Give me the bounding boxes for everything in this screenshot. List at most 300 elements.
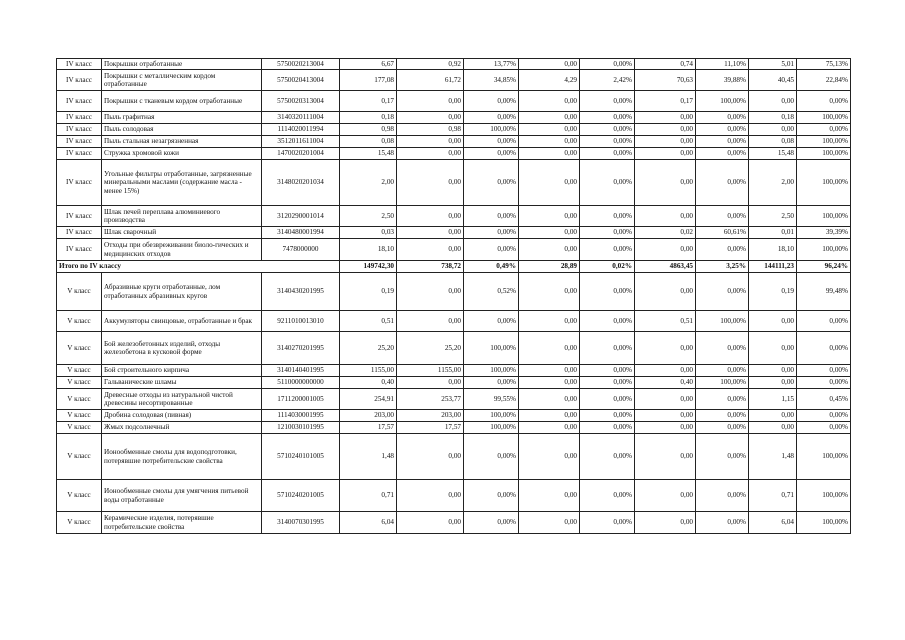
hazard-class-cell: IV класс [57, 136, 102, 148]
percent-cell: 100,00% [797, 239, 851, 261]
total-amount-cell: 2,50 [340, 206, 397, 227]
total-amount-cell: 0,18 [340, 112, 397, 124]
fkko-code-cell: 1114030001995 [262, 410, 340, 422]
value-cell: 0,01 [749, 227, 797, 239]
hazard-class-cell: IV класс [57, 91, 102, 112]
value-cell: 1155,00 [397, 365, 464, 377]
percent-cell: 0,00% [696, 273, 749, 311]
value-cell: 0,00 [519, 512, 580, 534]
percent-cell: 0,00% [580, 124, 635, 136]
percent-cell: 0,00% [464, 311, 519, 332]
value-cell: 0,00 [397, 206, 464, 227]
fkko-code-cell: 3140070301995 [262, 512, 340, 534]
value-cell: 253,77 [397, 389, 464, 410]
percent-cell: 0,00% [464, 377, 519, 389]
percent-cell: 100,00% [464, 365, 519, 377]
total-value-cell: 149742,30 [340, 261, 397, 273]
percent-cell: 0,00% [696, 148, 749, 160]
value-cell: 203,00 [397, 410, 464, 422]
value-cell: 0,00 [635, 434, 696, 480]
value-cell: 0,92 [397, 59, 464, 70]
total-amount-cell: 25,20 [340, 332, 397, 365]
percent-cell: 100,00% [696, 311, 749, 332]
percent-cell: 0,00% [696, 124, 749, 136]
waste-table-container [56, 58, 851, 534]
total-amount-cell: 0,98 [340, 124, 397, 136]
table-row [57, 377, 851, 389]
percent-cell: 75,13% [797, 59, 851, 70]
percent-cell: 0,00% [464, 227, 519, 239]
total-amount-cell: 18,10 [340, 239, 397, 261]
percent-cell: 100,00% [464, 124, 519, 136]
fkko-code-cell: 1711200001005 [262, 389, 340, 410]
value-cell: 0,00 [397, 112, 464, 124]
total-value-cell: 738,72 [397, 261, 464, 273]
value-cell: 0,00 [519, 136, 580, 148]
percent-cell: 0,00% [797, 365, 851, 377]
value-cell: 0,00 [519, 434, 580, 480]
value-cell: 0,00 [635, 136, 696, 148]
percent-cell: 0,00% [580, 434, 635, 480]
percent-cell: 0,00% [580, 332, 635, 365]
value-cell: 0,00 [519, 422, 580, 434]
value-cell: 0,00 [635, 239, 696, 261]
percent-cell: 39,39% [797, 227, 851, 239]
value-cell: 0,00 [397, 480, 464, 512]
percent-cell: 100,00% [797, 480, 851, 512]
value-cell: 0,00 [397, 227, 464, 239]
value-cell: 0,00 [397, 136, 464, 148]
waste-name-cell: Дробина солодовая (пивная) [102, 410, 262, 422]
value-cell: 0,00 [749, 422, 797, 434]
percent-cell: 2,42% [580, 70, 635, 91]
percent-cell: 0,00% [696, 365, 749, 377]
percent-cell: 0,00% [696, 160, 749, 206]
waste-name-cell: Шлак сварочный [102, 227, 262, 239]
fkko-code-cell: 3140430201995 [262, 273, 340, 311]
value-cell: 0,00 [519, 148, 580, 160]
value-cell: 40,45 [749, 70, 797, 91]
percent-cell: 0,00% [696, 332, 749, 365]
percent-cell: 0,00% [580, 160, 635, 206]
value-cell: 18,10 [749, 239, 797, 261]
value-cell: 0,00 [397, 91, 464, 112]
percent-cell: 0,00% [580, 91, 635, 112]
total-row [57, 261, 851, 273]
value-cell: 2,50 [749, 206, 797, 227]
value-cell: 0,00 [519, 311, 580, 332]
hazard-class-cell: V класс [57, 434, 102, 480]
total-value-cell: 4863,45 [635, 261, 696, 273]
percent-cell: 0,00% [797, 410, 851, 422]
value-cell: 0,00 [635, 112, 696, 124]
value-cell: 0,00 [635, 273, 696, 311]
total-amount-cell: 0,40 [340, 377, 397, 389]
percent-cell: 0,00% [696, 389, 749, 410]
percent-cell: 0,00% [464, 239, 519, 261]
value-cell: 0,00 [635, 206, 696, 227]
percent-cell: 0,00% [696, 206, 749, 227]
percent-cell: 100,00% [797, 136, 851, 148]
percent-cell: 39,88% [696, 70, 749, 91]
total-amount-cell: 0,19 [340, 273, 397, 311]
percent-cell: 0,00% [797, 124, 851, 136]
value-cell: 0,00 [635, 148, 696, 160]
percent-cell: 100,00% [797, 112, 851, 124]
percent-cell: 0,00% [464, 136, 519, 148]
percent-cell: 0,00% [696, 512, 749, 534]
value-cell: 0,00 [635, 365, 696, 377]
percent-cell: 0,00% [797, 91, 851, 112]
total-amount-cell: 0,17 [340, 91, 397, 112]
percent-cell: 0,00% [580, 136, 635, 148]
fkko-code-cell: 5750020213004 [262, 59, 340, 70]
value-cell: 0,98 [397, 124, 464, 136]
percent-cell: 0,00% [464, 206, 519, 227]
percent-cell: 0,00% [580, 389, 635, 410]
waste-name-cell: Жмых подсолнечный [102, 422, 262, 434]
value-cell: 0,00 [749, 377, 797, 389]
percent-cell: 13,77% [464, 59, 519, 70]
percent-cell: 100,00% [797, 160, 851, 206]
waste-name-cell: Пыль стальная незагрязненная [102, 136, 262, 148]
value-cell: 0,00 [749, 410, 797, 422]
percent-cell: 0,00% [580, 227, 635, 239]
table-row [57, 332, 851, 365]
hazard-class-cell: IV класс [57, 206, 102, 227]
waste-name-cell: Абразивные круги отработанные, лом отработанных абразивных кругов [102, 273, 262, 311]
fkko-code-cell: 1114020011994 [262, 124, 340, 136]
percent-cell: 0,00% [464, 148, 519, 160]
value-cell: 0,00 [635, 422, 696, 434]
percent-cell: 0,00% [797, 332, 851, 365]
percent-cell: 0,00% [797, 422, 851, 434]
waste-name-cell: Ионообменные смолы для водоподготовки, потерявшие потребительские свойства [102, 434, 262, 480]
table-row [57, 227, 851, 239]
fkko-code-cell: 3148020201034 [262, 160, 340, 206]
total-amount-cell: 15,48 [340, 148, 397, 160]
table-row [57, 112, 851, 124]
total-amount-cell: 2,00 [340, 160, 397, 206]
value-cell: 4,29 [519, 70, 580, 91]
table-row [57, 422, 851, 434]
table-row [57, 124, 851, 136]
percent-cell: 0,00% [580, 365, 635, 377]
total-value-cell: 3,25% [696, 261, 749, 273]
percent-cell: 0,00% [580, 112, 635, 124]
fkko-code-cell: 9211010013010 [262, 311, 340, 332]
value-cell: 0,00 [635, 124, 696, 136]
waste-name-cell: Ионообменные смолы для умягчения питьевой воды отработанные [102, 480, 262, 512]
table-row [57, 480, 851, 512]
percent-cell: 0,00% [464, 434, 519, 480]
percent-cell: 0,00% [580, 512, 635, 534]
hazard-class-cell: IV класс [57, 124, 102, 136]
fkko-code-cell: 3140140401995 [262, 365, 340, 377]
percent-cell: 11,10% [696, 59, 749, 70]
value-cell: 0,00 [519, 59, 580, 70]
hazard-class-cell: V класс [57, 410, 102, 422]
hazard-class-cell: V класс [57, 512, 102, 534]
percent-cell: 60,61% [696, 227, 749, 239]
value-cell: 0,00 [519, 160, 580, 206]
value-cell: 0,00 [397, 148, 464, 160]
total-amount-cell: 6,67 [340, 59, 397, 70]
total-amount-cell: 17,57 [340, 422, 397, 434]
table-row [57, 512, 851, 534]
fkko-code-cell: 3512011611004 [262, 136, 340, 148]
value-cell: 17,57 [397, 422, 464, 434]
total-value-cell: 144111,23 [749, 261, 797, 273]
table-row [57, 239, 851, 261]
waste-name-cell: Покрышки с металлическим кордом отработанные [102, 70, 262, 91]
value-cell: 6,04 [749, 512, 797, 534]
fkko-code-cell: 5750020313004 [262, 91, 340, 112]
percent-cell: 100,00% [696, 91, 749, 112]
value-cell: 0,74 [635, 59, 696, 70]
value-cell: 0,00 [519, 389, 580, 410]
value-cell: 0,00 [519, 124, 580, 136]
hazard-class-cell: V класс [57, 273, 102, 311]
percent-cell: 0,00% [580, 148, 635, 160]
hazard-class-cell: IV класс [57, 227, 102, 239]
percent-cell: 100,00% [464, 422, 519, 434]
waste-table [56, 58, 851, 534]
total-amount-cell: 0,03 [340, 227, 397, 239]
hazard-class-cell: V класс [57, 332, 102, 365]
value-cell: 0,00 [397, 273, 464, 311]
table-row [57, 59, 851, 70]
waste-name-cell: Аккумуляторы свинцовые, отработанные и брак [102, 311, 262, 332]
value-cell: 61,72 [397, 70, 464, 91]
value-cell: 0,00 [519, 91, 580, 112]
value-cell: 0,00 [519, 206, 580, 227]
value-cell: 0,00 [397, 311, 464, 332]
waste-table-body [57, 59, 851, 534]
hazard-class-cell: V класс [57, 422, 102, 434]
value-cell: 0,00 [749, 124, 797, 136]
hazard-class-cell: V класс [57, 365, 102, 377]
waste-name-cell: Пыль графитная [102, 112, 262, 124]
waste-name-cell: Бой железобетонных изделий, отходы железобетона в кусковой форме [102, 332, 262, 365]
percent-cell: 0,00% [464, 160, 519, 206]
table-row [57, 434, 851, 480]
value-cell: 0,00 [519, 480, 580, 512]
table-row [57, 365, 851, 377]
percent-cell: 0,00% [580, 239, 635, 261]
value-cell: 15,48 [749, 148, 797, 160]
table-row [57, 91, 851, 112]
percent-cell: 0,00% [797, 311, 851, 332]
hazard-class-cell: IV класс [57, 112, 102, 124]
value-cell: 0,00 [397, 434, 464, 480]
total-amount-cell: 177,08 [340, 70, 397, 91]
total-amount-cell: 0,08 [340, 136, 397, 148]
value-cell: 0,00 [635, 480, 696, 512]
value-cell: 0,40 [635, 377, 696, 389]
total-value-cell: 96,24% [797, 261, 851, 273]
percent-cell: 0,00% [696, 434, 749, 480]
percent-cell: 0,52% [464, 273, 519, 311]
total-amount-cell: 0,51 [340, 311, 397, 332]
value-cell: 0,00 [519, 227, 580, 239]
percent-cell: 0,00% [580, 410, 635, 422]
percent-cell: 0,00% [464, 480, 519, 512]
fkko-code-cell: 5710240201005 [262, 480, 340, 512]
value-cell: 0,19 [749, 273, 797, 311]
hazard-class-cell: IV класс [57, 160, 102, 206]
value-cell: 0,00 [519, 239, 580, 261]
value-cell: 0,00 [397, 512, 464, 534]
percent-cell: 0,00% [696, 112, 749, 124]
value-cell: 0,00 [635, 389, 696, 410]
hazard-class-cell: IV класс [57, 59, 102, 70]
value-cell: 0,00 [519, 112, 580, 124]
percent-cell: 0,00% [580, 273, 635, 311]
waste-name-cell: Древесные отходы из натуральной чистой древесины несортированные [102, 389, 262, 410]
value-cell: 25,20 [397, 332, 464, 365]
percent-cell: 0,00% [580, 480, 635, 512]
percent-cell: 0,00% [797, 377, 851, 389]
value-cell: 2,00 [749, 160, 797, 206]
total-value-cell: 0,49% [464, 261, 519, 273]
percent-cell: 0,00% [464, 91, 519, 112]
percent-cell: 0,00% [580, 377, 635, 389]
value-cell: 0,18 [749, 112, 797, 124]
waste-name-cell: Шлак печей переплава алюминиевого производства [102, 206, 262, 227]
percent-cell: 0,00% [464, 512, 519, 534]
percent-cell: 22,84% [797, 70, 851, 91]
value-cell: 0,00 [749, 311, 797, 332]
waste-name-cell: Стружка хромовой кожи [102, 148, 262, 160]
percent-cell: 99,55% [464, 389, 519, 410]
value-cell: 0,00 [397, 377, 464, 389]
value-cell: 5,01 [749, 59, 797, 70]
value-cell: 0,00 [519, 332, 580, 365]
percent-cell: 0,45% [797, 389, 851, 410]
waste-name-cell: Керамические изделия, потерявшие потребительские свойства [102, 512, 262, 534]
percent-cell: 0,00% [696, 239, 749, 261]
table-row [57, 70, 851, 91]
percent-cell: 99,48% [797, 273, 851, 311]
waste-name-cell: Угольные фильтры отработанные, загрязненные минеральными маслами (содержание масла - менее 15%) [102, 160, 262, 206]
value-cell: 0,08 [749, 136, 797, 148]
waste-name-cell: Пыль солодовая [102, 124, 262, 136]
fkko-code-cell: 1210030101995 [262, 422, 340, 434]
total-label-cell: Итого по IV классу [57, 261, 340, 273]
fkko-code-cell: 5110000000000 [262, 377, 340, 389]
table-row [57, 311, 851, 332]
value-cell: 0,00 [635, 410, 696, 422]
total-amount-cell: 0,71 [340, 480, 397, 512]
table-row [57, 136, 851, 148]
waste-name-cell: Бой строительного кирпича [102, 365, 262, 377]
hazard-class-cell: V класс [57, 377, 102, 389]
fkko-code-cell: 5710240101005 [262, 434, 340, 480]
value-cell: 0,00 [397, 160, 464, 206]
waste-name-cell: Гальванические шламы [102, 377, 262, 389]
percent-cell: 100,00% [797, 434, 851, 480]
percent-cell: 0,00% [696, 422, 749, 434]
table-row [57, 273, 851, 311]
percent-cell: 0,00% [696, 410, 749, 422]
value-cell: 0,00 [635, 160, 696, 206]
waste-name-cell: Покрышки отработанные [102, 59, 262, 70]
table-row [57, 410, 851, 422]
percent-cell: 100,00% [464, 332, 519, 365]
table-row [57, 160, 851, 206]
value-cell: 0,17 [635, 91, 696, 112]
fkko-code-cell: 5750020413004 [262, 70, 340, 91]
value-cell: 0,00 [519, 410, 580, 422]
fkko-code-cell: 7478000000 [262, 239, 340, 261]
value-cell: 1,48 [749, 434, 797, 480]
total-amount-cell: 254,91 [340, 389, 397, 410]
value-cell: 0,00 [519, 365, 580, 377]
percent-cell: 34,85% [464, 70, 519, 91]
percent-cell: 0,00% [464, 112, 519, 124]
fkko-code-cell: 3140270201995 [262, 332, 340, 365]
value-cell: 70,63 [635, 70, 696, 91]
table-row [57, 148, 851, 160]
table-row [57, 389, 851, 410]
total-amount-cell: 1155,00 [340, 365, 397, 377]
value-cell: 0,00 [749, 332, 797, 365]
total-value-cell: 28,89 [519, 261, 580, 273]
total-value-cell: 0,02% [580, 261, 635, 273]
percent-cell: 100,00% [797, 512, 851, 534]
value-cell: 0,02 [635, 227, 696, 239]
fkko-code-cell: 3120290001014 [262, 206, 340, 227]
table-row [57, 206, 851, 227]
fkko-code-cell: 1470020201004 [262, 148, 340, 160]
hazard-class-cell: V класс [57, 311, 102, 332]
fkko-code-cell: 3140480001994 [262, 227, 340, 239]
percent-cell: 100,00% [696, 377, 749, 389]
fkko-code-cell: 3140320111004 [262, 112, 340, 124]
percent-cell: 0,00% [580, 311, 635, 332]
total-amount-cell: 1,48 [340, 434, 397, 480]
percent-cell: 0,00% [696, 136, 749, 148]
percent-cell: 0,00% [580, 206, 635, 227]
hazard-class-cell: IV класс [57, 148, 102, 160]
waste-name-cell: Покрышки с тканевым кордом отработанные [102, 91, 262, 112]
total-amount-cell: 203,00 [340, 410, 397, 422]
value-cell: 0,51 [635, 311, 696, 332]
waste-name-cell: Отходы при обезвреживании биоло-гических и медицинских отходов [102, 239, 262, 261]
hazard-class-cell: V класс [57, 389, 102, 410]
value-cell: 1,15 [749, 389, 797, 410]
percent-cell: 100,00% [464, 410, 519, 422]
hazard-class-cell: IV класс [57, 70, 102, 91]
value-cell: 0,00 [749, 91, 797, 112]
value-cell: 0,71 [749, 480, 797, 512]
percent-cell: 100,00% [797, 148, 851, 160]
total-amount-cell: 6,04 [340, 512, 397, 534]
value-cell: 0,00 [749, 365, 797, 377]
value-cell: 0,00 [519, 377, 580, 389]
percent-cell: 100,00% [797, 206, 851, 227]
value-cell: 0,00 [635, 332, 696, 365]
value-cell: 0,00 [635, 512, 696, 534]
percent-cell: 0,00% [580, 59, 635, 70]
hazard-class-cell: IV класс [57, 239, 102, 261]
hazard-class-cell: V класс [57, 480, 102, 512]
percent-cell: 0,00% [696, 480, 749, 512]
value-cell: 0,00 [397, 239, 464, 261]
percent-cell: 0,00% [580, 422, 635, 434]
value-cell: 0,00 [519, 273, 580, 311]
